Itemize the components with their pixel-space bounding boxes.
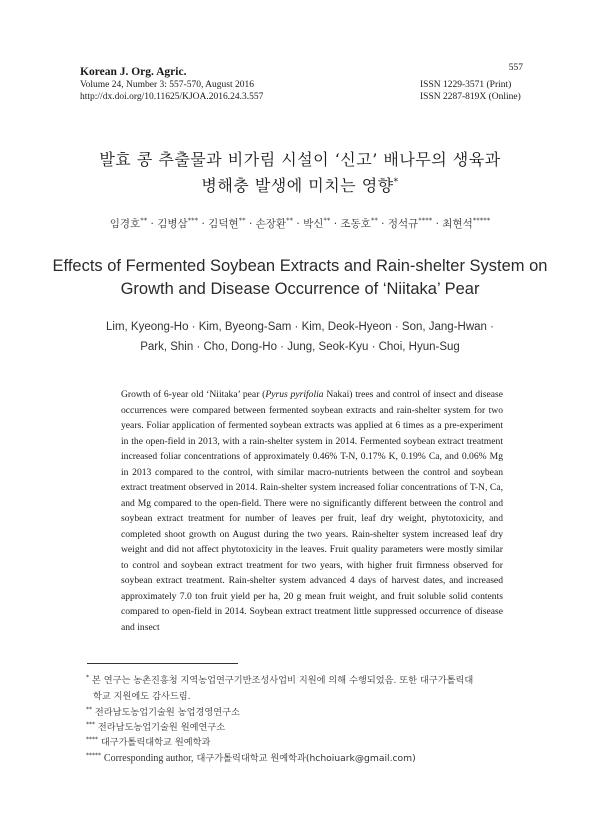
author-mark: ** bbox=[370, 216, 378, 225]
journal-title: Korean J. Org. Agric. bbox=[80, 66, 187, 78]
footnote-mark: ***** bbox=[86, 751, 101, 759]
footnote-1 bbox=[86, 672, 473, 686]
title-footnote-mark: * bbox=[393, 177, 399, 188]
author-mark: ** bbox=[140, 216, 148, 225]
issn-print: ISSN 1229-3571 (Print) bbox=[420, 80, 512, 90]
species-name: Pyrus pyrifolia bbox=[265, 389, 324, 400]
author-mark: **** bbox=[418, 216, 433, 225]
journal-volume-line: Volume 24, Number 3: 557-570, August 2016 bbox=[80, 80, 254, 90]
footnote-mark: * bbox=[86, 673, 89, 681]
footnote-4 bbox=[86, 734, 210, 748]
english-title-line-2: Growth and Disease Occurrence of ‘Niitaka’ Pear bbox=[120, 280, 480, 298]
footnote-mark: *** bbox=[86, 720, 95, 728]
author-mark: ***** bbox=[472, 216, 491, 225]
author-name: 김병삼 bbox=[157, 218, 188, 230]
english-authors-line-1: Lim, Kyeong-Ho · Kim, Byeong-Sam · Kim, Deok-Hyeon · Son, Jang-Hwan · bbox=[106, 321, 494, 333]
footnote-1-continued: 학교 지원에도 감사드림. bbox=[93, 691, 191, 702]
author-mark: ** bbox=[238, 216, 246, 225]
korean-title-line-2 bbox=[60, 173, 540, 196]
author-name: 박신 bbox=[303, 218, 324, 230]
english-authors-line-2: Park, Shin · Cho, Dong-Ho · Jung, Seok-Kyu · Choi, Hyun-Sug bbox=[140, 341, 460, 353]
korean-author-list: 임경호** · 김병삼*** · 김덕현** · 손장환** · 박신** · 조동호** · 정석규**** · 최현석***** bbox=[109, 216, 491, 230]
author-mark: ** bbox=[286, 216, 294, 225]
korean-title-line-2-text: 병해충 발생에 미치는 영향 bbox=[201, 176, 394, 195]
footnote-mark: ** bbox=[86, 705, 92, 713]
footnote-3 bbox=[86, 719, 225, 733]
footnote-text: 본 연구는 농촌진흥청 지역농업연구기반조성사업비 지원에 의해 수행되었음. 또한 대구가톨릭대 bbox=[91, 675, 474, 686]
author-mark: ** bbox=[323, 216, 331, 225]
footnote-text[interactable]: 대구가톨릭대학교 원예학과(hchoiuark@gmail.com) bbox=[196, 753, 416, 764]
footnote-text: 대구가톨릭대학교 원예학과 bbox=[100, 737, 211, 748]
footnote-2 bbox=[86, 704, 240, 718]
author-name: 정석규 bbox=[387, 218, 419, 230]
footnote-5 bbox=[86, 750, 416, 764]
abstract-text-2: Nakai) trees and control of insect and disease occurrences were compared between fermented soybean extracts and rain-shelter system for two years. Foliar application of fermented soybean extracts was applied at 6 times as a pre-experiment in the open-field in 2013, with a rain-shelter system in 2014. Fermented soybean extract treatment increased foliar concentrations of approximately 0.46% T-N, 0.17% K, 0.19% Ca, and 0.06% Mg in 2013 compared to the control, with similar macro-nutrients between the control and soybean extract treatment observed in 2014. Rain-shelter system increased foliar concentrations of T-N, Ca, and Mg compared to the open-field. There were no significantly different between the control and soybean extract treatment for number of leaves per fruit, leaf dry weight, phytotoxicity, and completed shoot growth on August during the two years. Rain-shelter system increased leaf dry weight and did not affect phytotoxicity in the leaves. Fruit quality parameters were mostly similar to control and soybean extract treatment for two years, with higher fruit firmness observed for soybean extract treatment. Rain-shelter system advanced 4 days of harvest dates, and increased approximately 7.0 ton fruit yield per ha, 20 g mean fruit weight, and fruit soluble solid contents compared to open-field in 2014. Soybean extract treatment little suppressed occurrence of disease and insect bbox=[121, 389, 504, 633]
author-mark: *** bbox=[187, 216, 199, 225]
korean-title-line-1: 발효 콩 추출물과 비가림 시설이 ‘신고’ 배나무의 생육과 bbox=[99, 150, 501, 169]
author-name: 조동호 bbox=[340, 218, 371, 230]
abstract-text-1: Growth of 6-year old ‘Niitaka’ pear ( bbox=[121, 389, 266, 400]
footnote-text: 전라남도농업기술원 원예연구소 bbox=[97, 722, 226, 733]
english-title-line-1: Effects of Fermented Soybean Extracts and Rain-shelter System on bbox=[52, 257, 548, 275]
abstract bbox=[121, 387, 503, 635]
author-name: 김덕현 bbox=[208, 218, 239, 230]
footnote-divider bbox=[87, 663, 238, 664]
author-name: 임경호 bbox=[109, 218, 141, 230]
doi-link[interactable]: http://dx.doi.org/10.11625/KJOA.2016.24.3.557 bbox=[80, 92, 264, 102]
footnote-mark: **** bbox=[86, 735, 98, 743]
corresponding-author-label: Corresponding author, bbox=[103, 753, 194, 764]
page-number: 557 bbox=[508, 63, 523, 73]
footnote-text: 전라남도농업기술원 농업경영연구소 bbox=[94, 707, 240, 718]
author-name: 최현석 bbox=[442, 218, 473, 230]
author-name: 손장환 bbox=[255, 218, 287, 230]
issn-online: ISSN 2287-819X (Online) bbox=[420, 92, 521, 102]
